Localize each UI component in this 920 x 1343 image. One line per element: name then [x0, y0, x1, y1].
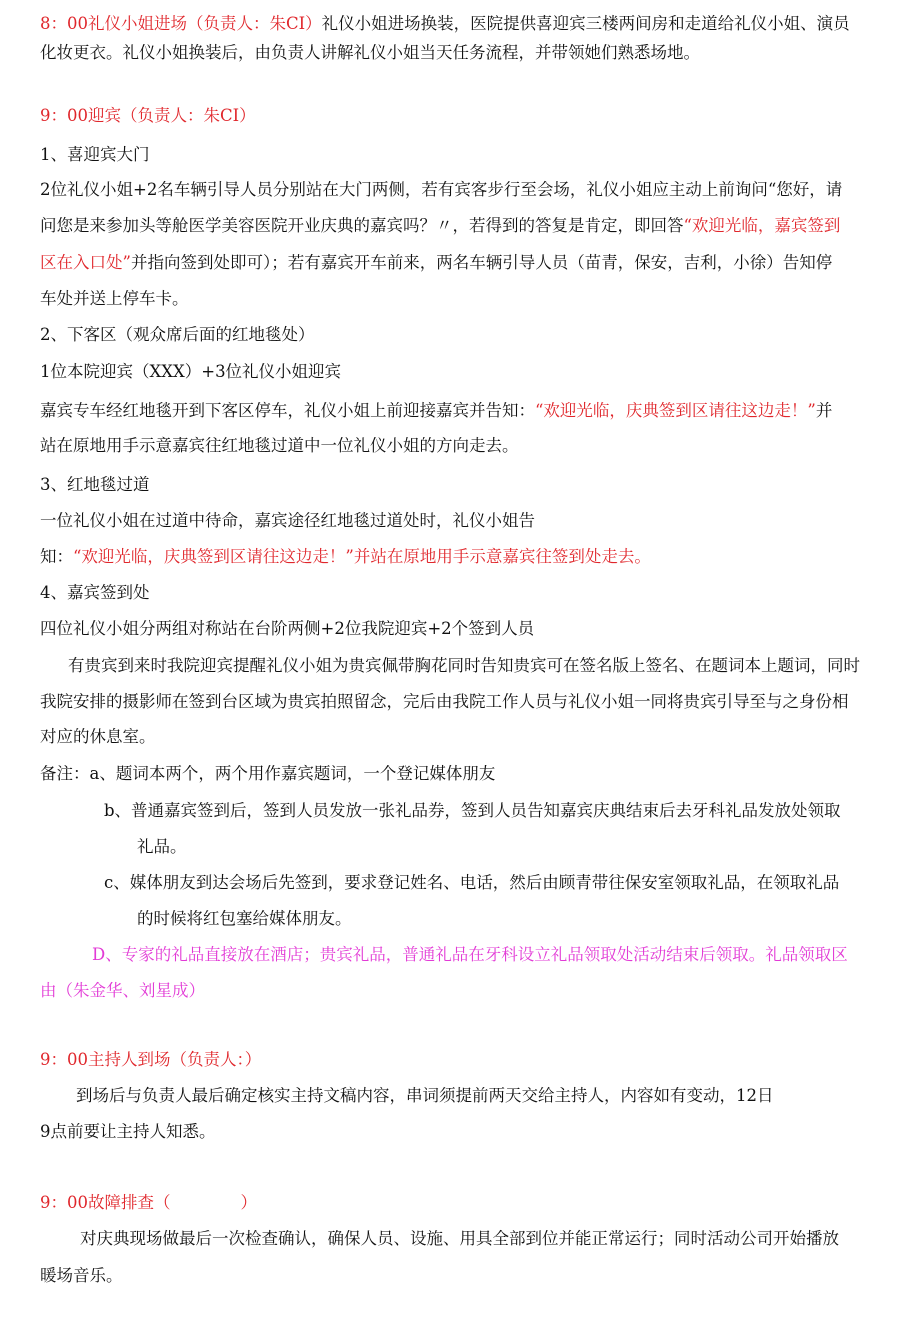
section-4-heading-text: 9：00故障排查（ [40, 1193, 171, 1212]
section-1-line-2: 化妆更衣。礼仪小姐换装后，由负责人讲解礼仪小姐当天任务流程，并带领她们熟悉场地。 [40, 43, 700, 62]
item-2-line-2 [40, 399, 832, 423]
section-3-line-2: 9点前要让主持人知悉。 [40, 1122, 216, 1141]
section-1-text: 礼仪小姐进场换装，医院提供喜迎宾三楼两间房和走道给礼仪小姐、演员 [321, 14, 850, 33]
item-2-line-2-text: 嘉宾专车经红地毯开到下客区停车，礼仪小姐上前迎接嘉宾并告知： [40, 401, 535, 420]
item-2-title: 2、下客区（观众席后面的红地毯处） [40, 325, 315, 344]
item-3-line-2-end: 并站在原地用手示意嘉宾往签到处走去。 [353, 547, 651, 566]
item-1-line-3 [40, 251, 832, 275]
note-d-line-2: 由（朱金华、刘星成） [40, 981, 205, 1000]
item-3-line-1: 一位礼仪小姐在过道中待命，嘉宾途径红地毯过道处时，礼仪小姐告 [40, 511, 535, 530]
item-3-line-2-quote: “欢迎光临，庆典签到区请往这边走！” [73, 547, 354, 566]
item-1-line-3-text: 并指向签到处即可）；若有嘉宾开车前来，两名车辆引导人员（苗青，保安，吉利，小徐）告知停 [130, 253, 833, 272]
section-4-line-1: 对庆典现场做最后一次检查确认，确保人员、设施、用具全部到位并能正常运行；同时活动公司开始播放 [80, 1229, 839, 1248]
item-1-line-1: 2位礼仪小姐+2名车辆引导人员分别站在大门两侧，若有宾客步行至会场，礼仪小姐应主动上前询问“您好，请 [40, 180, 843, 199]
note-c-line-1: c、媒体朋友到达会场后先签到，要求登记姓名、电话，然后由顾青带往保安室领取礼品，在领取礼品 [104, 873, 840, 892]
item-1-line-3-quote: 区在入口处” [40, 253, 131, 272]
item-2-line-3: 站在原地用手示意嘉宾往红地毯过道中一位礼仪小姐的方向走去。 [40, 436, 519, 455]
item-3-title: 3、红地毯过道 [40, 475, 150, 494]
section-2-heading: 9：00迎宾（负责人：朱CI） [40, 106, 256, 125]
item-1-line-2-text: 问您是来参加头等舱医学美容医院开业庆典的嘉宾吗？〃，若得到的答复是肯定，即回答 [40, 216, 684, 235]
section-3-heading: 9：00主持人到场（负责人：） [40, 1050, 262, 1069]
section-4-heading [40, 1191, 257, 1215]
item-2-line-1: 1位本院迎宾（XXX）+3位礼仪小姐迎宾 [40, 362, 342, 381]
item-4-title: 4、嘉宾签到处 [40, 583, 150, 602]
section-4-heading-close: ） [240, 1193, 257, 1212]
item-1-line-4: 车处并送上停车卡。 [40, 289, 189, 308]
note-b-line-2: 礼品。 [137, 837, 187, 856]
section-3-line-1: 到场后与负责人最后确定核实主持文稿内容，串词须提前两天交给主持人，内容如有变动，12日 [76, 1086, 774, 1105]
note-b-line-1: b、普通嘉宾签到后，签到人员发放一张礼品券，签到人员告知嘉宾庆典结束后去牙科礼品发放处领取 [104, 801, 841, 820]
section-1-line-1 [40, 12, 850, 36]
item-1-title: 1、喜迎宾大门 [40, 145, 150, 164]
section-1-heading: 8：00礼仪小姐进场（负责人：朱CI） [40, 14, 322, 33]
item-4-line-4: 对应的休息室。 [40, 727, 156, 746]
item-3-line-2 [40, 545, 651, 569]
item-4-line-1: 四位礼仪小姐分两组对称站在台阶两侧+2位我院迎宾+2个签到人员 [40, 619, 535, 638]
note-a: 备注：a、题词本两个，两个用作嘉宾题词，一个登记媒体朋友 [40, 764, 496, 783]
note-c-line-2: 的时候将红包塞给媒体朋友。 [137, 909, 352, 928]
item-4-line-2: 有贵宾到来时我院迎宾提醒礼仪小姐为贵宾佩带胸花同时告知贵宾可在签名版上签名、在题词本上题词，同时 [68, 656, 860, 675]
item-4-line-3: 我院安排的摄影师在签到台区域为贵宾拍照留念，完后由我院工作人员与礼仪小姐一同将贵宾引导至与之身份相 [40, 692, 849, 711]
item-1-line-2 [40, 214, 840, 238]
item-3-line-2-text: 知： [40, 547, 73, 566]
section-4-line-2: 暖场音乐。 [40, 1266, 123, 1285]
note-d-line-1: D、专家的礼品直接放在酒店；贵宾礼品，普通礼品在牙科设立礼品领取处活动结束后领取。礼品领取区 [92, 945, 848, 964]
item-2-line-2-end: 并 [815, 401, 833, 420]
item-1-line-2-quote: “欢迎光临，嘉宾签到 [683, 216, 841, 235]
item-2-line-2-quote: “欢迎光临，庆典签到区请往这边走！” [535, 401, 816, 420]
